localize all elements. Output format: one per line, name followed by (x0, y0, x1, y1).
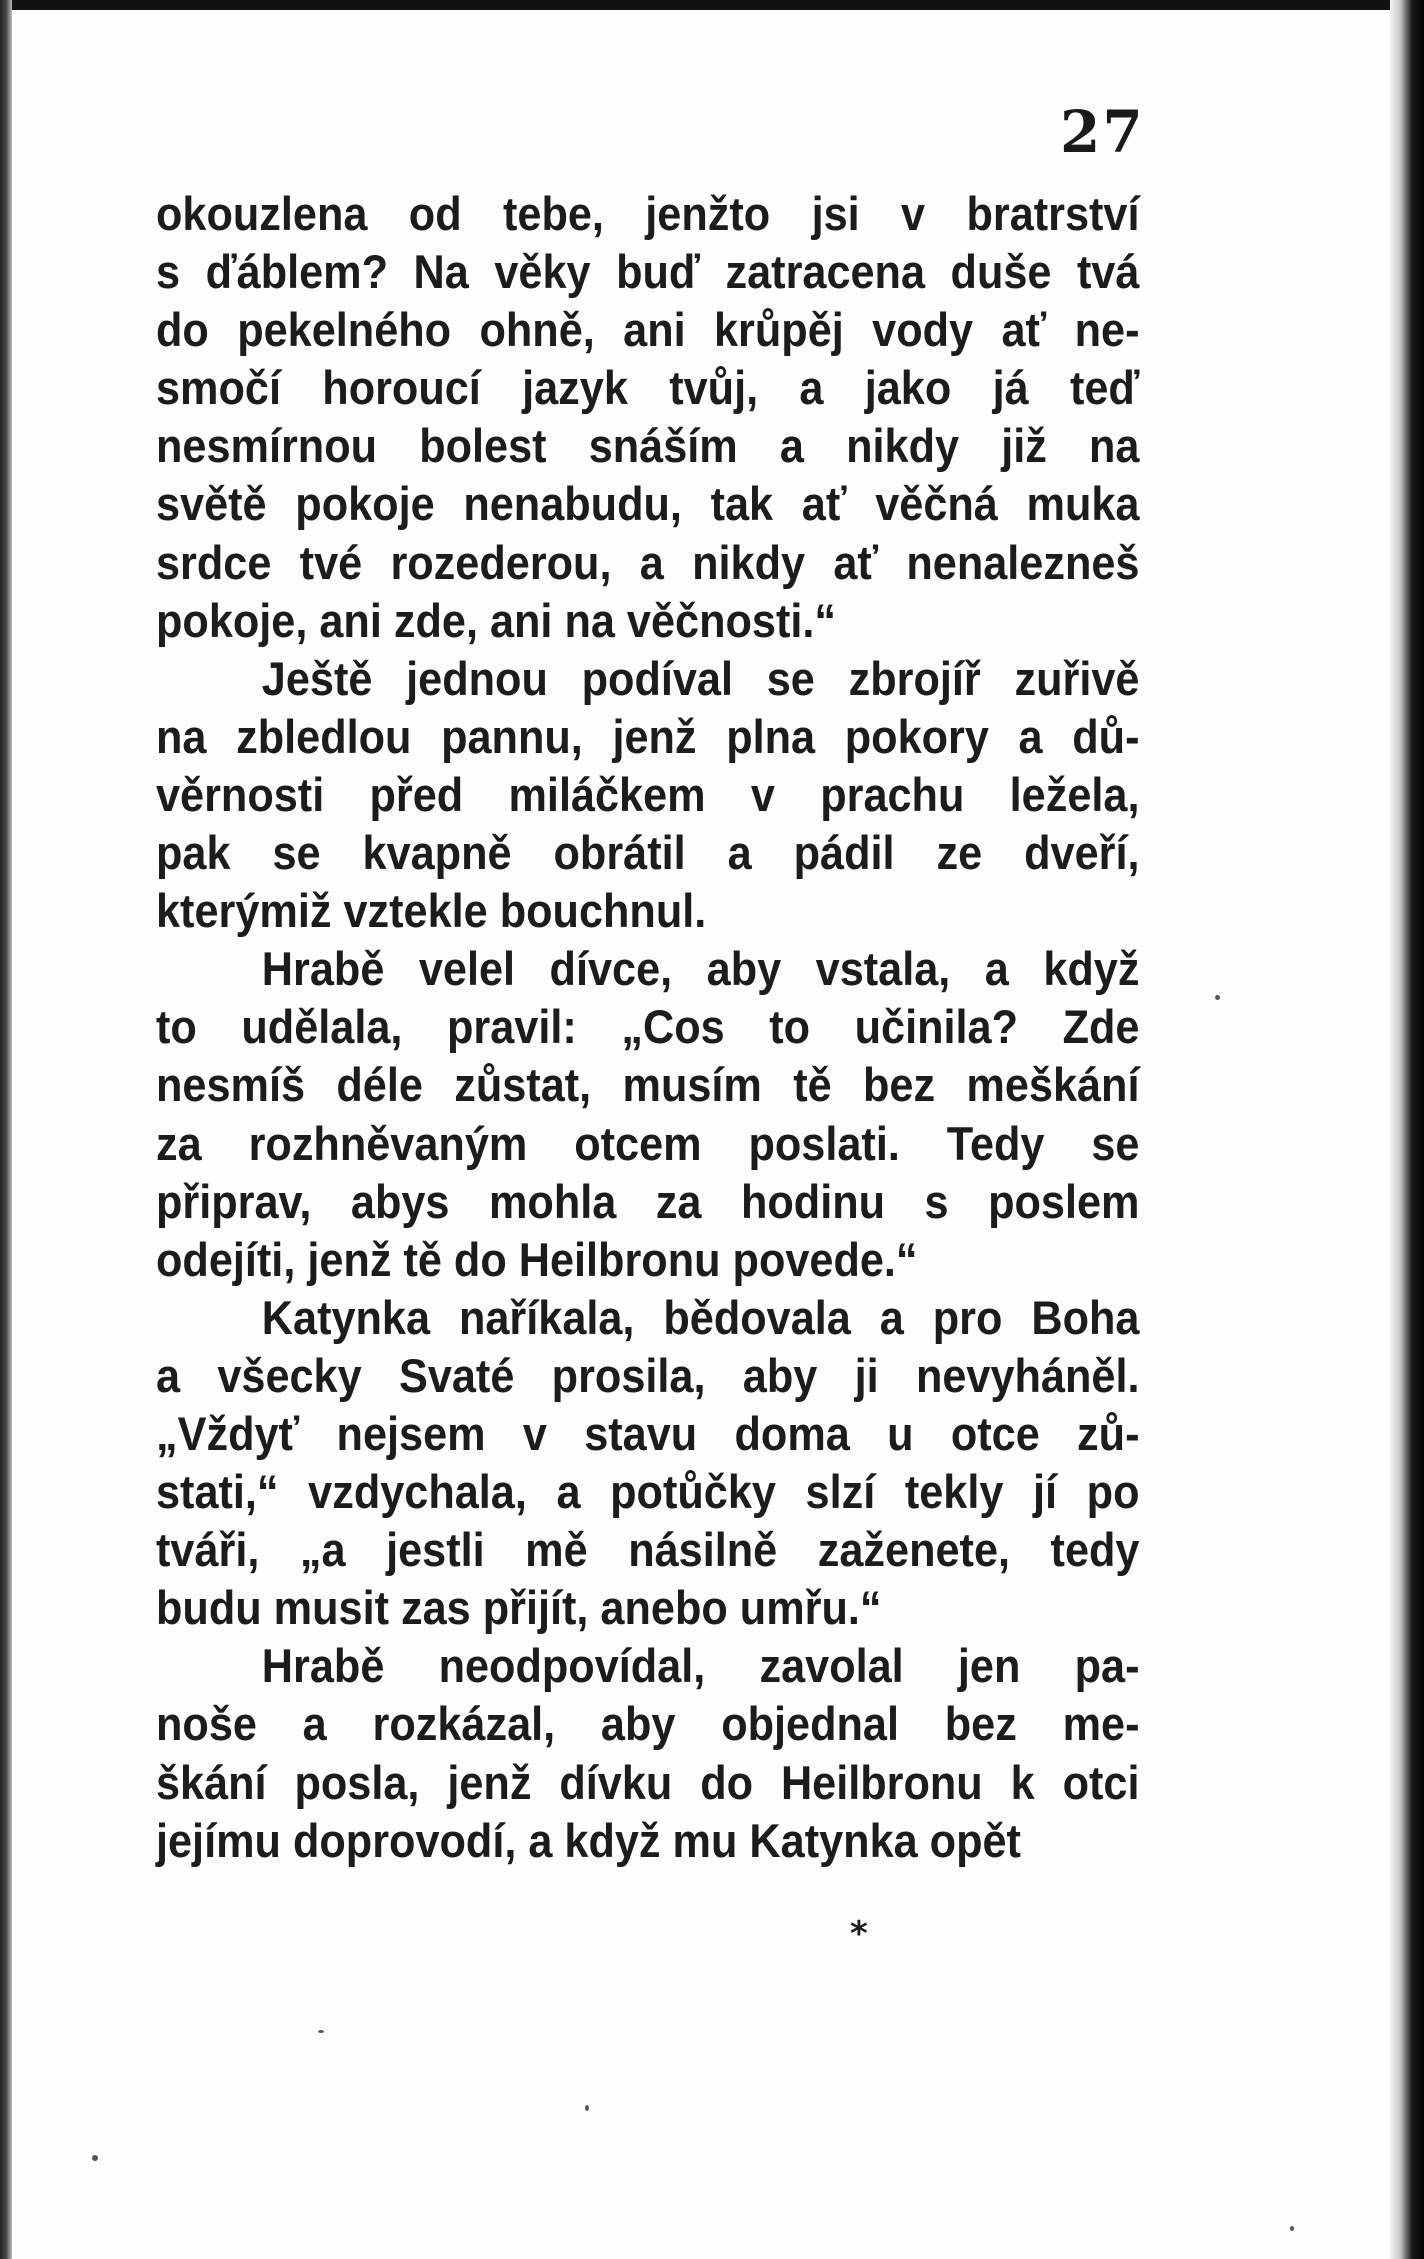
scan-edge-right (1390, 0, 1424, 2259)
text-line: Ještě jednou podíval se zbrojíř zuřivě (261, 651, 1140, 705)
text-line: okouzlena od tebe, jenžto jsi v bratrství (156, 187, 1140, 240)
text-line: Hrabě neodpovídal, zavolal jen pa- (261, 1639, 1140, 1693)
text-line: smočí horoucí jazyk tvůj, a jako já teď (156, 361, 1140, 415)
scan-speck (585, 2105, 589, 2111)
scan-edge-left (0, 0, 12, 2259)
paragraph (156, 1289, 1140, 1638)
text-line: připrav, abys mohla za hodinu s poslem (156, 1174, 1140, 1228)
text-line: budu musit zas přijít, anebo umřu.“ (156, 1581, 882, 1635)
text-line: srdce tvé rozederou, a nikdy ať nenalezneš (156, 535, 1140, 589)
scan-speck (92, 2155, 98, 2161)
text-line: světě pokoje nenabudu, tak ať věčná muka (156, 477, 1140, 531)
paragraph (156, 650, 1140, 940)
paragraph (156, 185, 1140, 650)
text-line: do pekelného ohně, ani krůpěj vody ať ne- (156, 303, 1140, 357)
signature-mark: * (850, 1914, 868, 1954)
scan-speck (1215, 995, 1220, 1000)
page-number: 27 (1060, 98, 1145, 166)
text-line: noše a rozkázal, aby objednal bez me- (156, 1697, 1140, 1751)
paragraph (156, 940, 1140, 1289)
scan-speck (318, 2030, 324, 2033)
text-line: s ďáblem? Na věky buď zatracena duše tvá (156, 245, 1140, 299)
scan-speck (1290, 2226, 1294, 2231)
text-line: Hrabě velel dívce, aby vstala, a když (261, 942, 1140, 996)
text-line: nesmíš déle zůstat, musím tě bez meškání (156, 1058, 1140, 1112)
text-line: to udělala, pravil: „Cos to učinila? Zde (156, 1000, 1140, 1054)
text-line: na zbledlou pannu, jenž plna pokory a dů- (156, 709, 1140, 763)
text-line: stati,“ vzdychala, a potůčky slzí tekly jí po (156, 1465, 1140, 1519)
paragraph (156, 1637, 1140, 1869)
text-line: věrnosti před miláčkem v prachu ležela, (156, 767, 1140, 821)
text-line: „Vždyť nejsem v stavu doma u otce zů- (156, 1406, 1140, 1460)
text-line: nesmírnou bolest snáším a nikdy již na (156, 419, 1140, 473)
text-line: pokoje, ani zde, ani na věčnosti.“ (156, 593, 837, 647)
text-line: a všecky Svaté prosila, aby ji nevyháněl. (156, 1348, 1140, 1402)
body-text (156, 185, 1140, 1870)
scan-edge-top (0, 0, 1424, 10)
text-line: škání posla, jenž dívku do Heilbronu k otci (156, 1755, 1140, 1809)
text-line: za rozhněvaným otcem poslati. Tedy se (156, 1116, 1140, 1170)
text-line: tváři, „a jestli mě násilně zaženete, tedy (156, 1523, 1140, 1577)
text-line: pak se kvapně obrátil a pádil ze dveří, (156, 826, 1140, 880)
text-line: kterýmiž vztekle bouchnul. (156, 884, 707, 938)
text-line: odejíti, jenž tě do Heilbronu povede.“ (156, 1232, 918, 1286)
text-line: Katynka naříkala, bědovala a pro Boha (261, 1290, 1140, 1344)
text-line: jejímu doprovodí, a když mu Katynka opět (156, 1813, 1021, 1867)
